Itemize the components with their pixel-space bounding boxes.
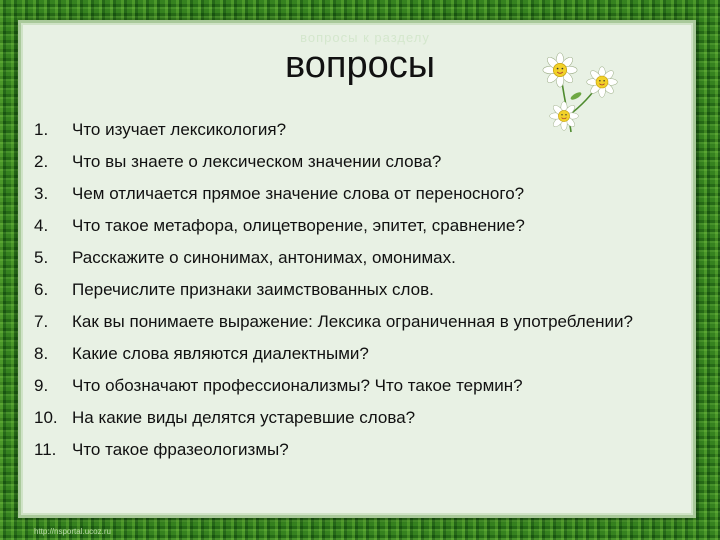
item-text: Какие слова являются диалектными? [72, 344, 369, 363]
slide-title: вопросы [284, 44, 436, 86]
item-text: На какие виды делятся устаревшие слова? [72, 408, 416, 427]
item-number: 11. [34, 440, 57, 459]
list-item [34, 438, 674, 461]
item-number: 8. [34, 344, 49, 363]
item-text: Что такое метафора, олицетворение, эпитет, сравнение? [72, 216, 525, 235]
list-item [34, 246, 674, 269]
item-number: 3. [34, 184, 49, 203]
faded-caption: вопросы к разделу [300, 30, 430, 45]
item-text: Что изучает лексикология? [72, 120, 287, 139]
list-item [34, 406, 674, 429]
item-number: 4. [34, 216, 49, 235]
list-item [34, 118, 674, 141]
item-number: 1. [34, 120, 49, 139]
item-number: 2. [34, 152, 49, 171]
list-item [34, 278, 674, 301]
list-item [34, 374, 674, 397]
item-number: 6. [34, 280, 49, 299]
item-number: 9. [34, 376, 49, 395]
item-text: Чем отличается прямое значение слова от переносного? [72, 184, 525, 203]
item-number: 7. [34, 312, 49, 331]
item-text: Перечислите признаки заимствованных слов. [72, 280, 434, 299]
item-text: Расскажите о синонимах, антонимах, омонимах. [72, 248, 456, 267]
questions-list [34, 118, 674, 470]
item-number: 10. [34, 408, 58, 427]
watermark: http://nsportal.ucoz.ru [34, 527, 111, 536]
item-number: 5. [34, 248, 49, 267]
list-item [34, 342, 674, 365]
list-item [34, 182, 674, 205]
list-item [34, 214, 674, 237]
item-text: Что обозначают профессионализмы? Что такое термин? [72, 376, 523, 395]
item-text: Что такое фразеологизмы? [72, 440, 289, 459]
list-item [34, 150, 674, 173]
item-text: Что вы знаете о лексическом значении слова? [72, 152, 442, 171]
list-item [34, 310, 674, 333]
item-text: Как вы понимаете выражение: Лексика ограниченная в употреблении? [72, 312, 633, 331]
